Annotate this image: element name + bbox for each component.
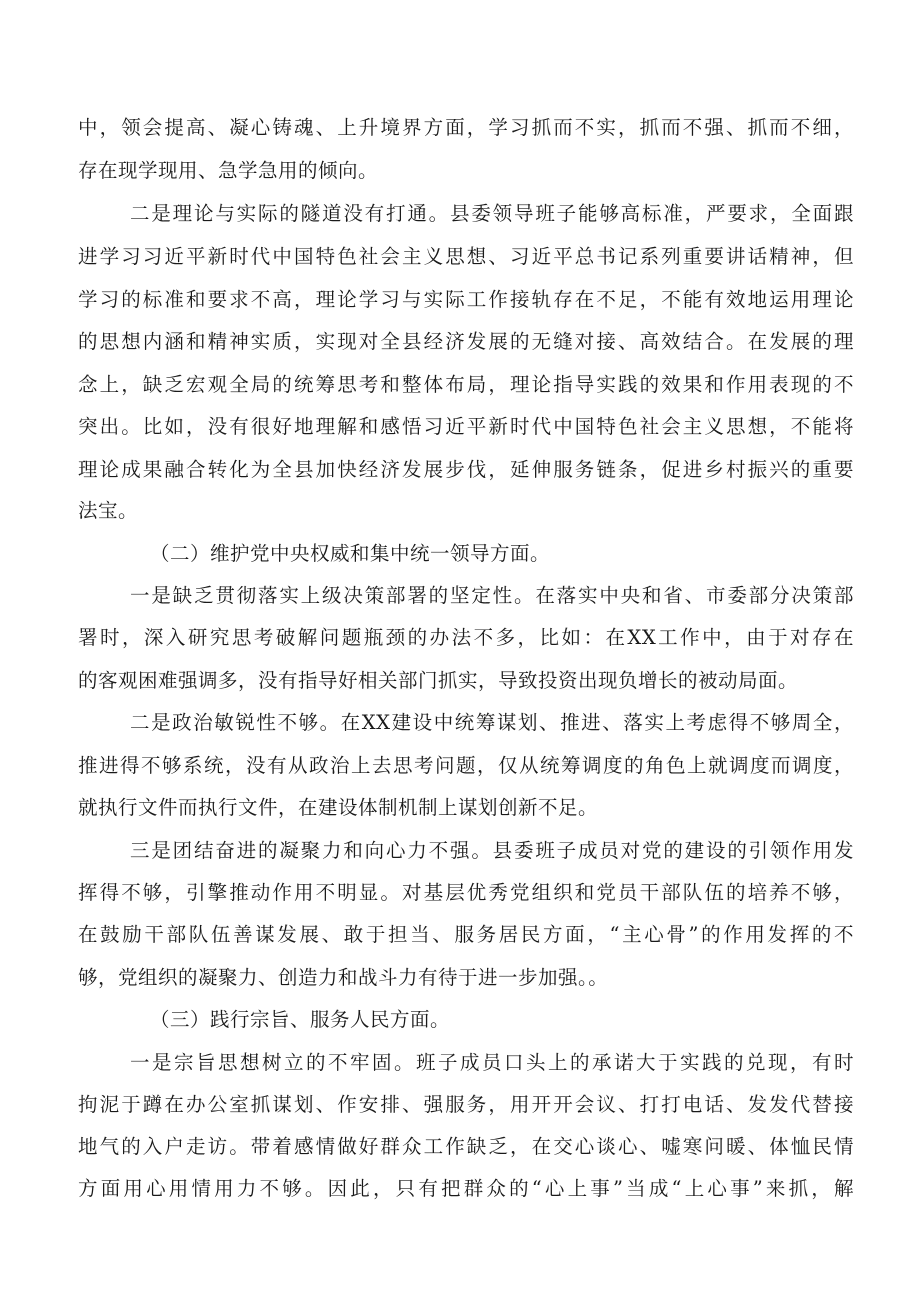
body-text-line: 突出。比如，没有很好地理解和感悟习近平新时代中国特色社会主义思想，不能将	[78, 415, 854, 438]
paragraph-first-line: 一是缺乏贯彻落实上级决策部署的坚定性。在落实中央和省、市委部分决策部	[130, 584, 854, 607]
section-heading: （三）践行宗旨、服务人民方面。	[150, 1008, 451, 1031]
body-text-line: 在鼓励干部队伍善谋发展、敢于担当、服务居民方面，“主心骨”的作用发挥的不	[78, 923, 854, 946]
body-text-line: 够，党组织的凝聚力、创造力和战斗力有待于进一步加强。。	[78, 966, 609, 989]
body-text-line: 的客观困难强调多，没有指导好相关部门抓实，导致投资出现负增长的被动局面。	[78, 669, 799, 692]
body-text-line: 挥得不够，引擎推动作用不明显。对基层优秀党组织和党员干部队伍的培养不够，	[78, 881, 854, 904]
body-text-line: 就执行文件而执行文件，在建设体制机制上谋划创新不足。	[78, 796, 599, 819]
body-text-line: 地气的入户走访。带着感情做好群众工作缺乏，在交心谈心、嘘寒问暖、体恤民情	[78, 1135, 854, 1158]
paragraph-first-line: 三是团结奋进的凝聚力和向心力不强。县委班子成员对党的建设的引领作用发	[130, 839, 854, 862]
body-text-line: 中，领会提高、凝心铸魂、上升境界方面，学习抓而不实，抓而不强、抓而不细，	[78, 116, 854, 139]
body-text-line: 方面用心用情用力不够。因此，只有把群众的“心上事”当成“上心事”来抓，解	[78, 1177, 854, 1200]
paragraph-first-line: 一是宗旨思想树立的不牢固。班子成员口头上的承诺大于实践的兑现，有时	[130, 1051, 854, 1074]
body-text-line: 进学习习近平新时代中国特色社会主义思想、习近平总书记系列重要讲话精神，但	[78, 245, 854, 268]
body-text-line: 法宝。	[78, 499, 139, 522]
body-text-line: 学习的标准和要求不高，理论学习与实际工作接轨存在不足，不能有效地运用理论	[78, 288, 854, 311]
body-text-line: 存在现学现用、急学急用的倾向。	[78, 159, 379, 182]
paragraph-first-line: 二是理论与实际的隧道没有打通。县委领导班子能够高标准，严要求，全面跟	[130, 202, 854, 225]
body-text-line: 拘泥于蹲在办公室抓谋划、作安排、强服务，用开开会议、打打电话、发发代替接	[78, 1093, 854, 1116]
body-text-line: 的思想内涵和精神实质，实现对全县经济发展的无缝对接、高效结合。在发展的理	[78, 330, 854, 353]
body-text-line: 念上，缺乏宏观全局的统筹思考和整体布局，理论指导实践的效果和作用表现的不	[78, 373, 854, 396]
body-text-line: 理论成果融合转化为全县加快经济发展步伐，延伸服务链条，促进乡村振兴的重要	[78, 458, 854, 481]
paragraph-first-line: 二是政治敏锐性不够。在XX建设中统筹谋划、推进、落实上考虑得不够周全，	[130, 711, 854, 734]
body-text-line: 推进得不够系统，没有从政治上去思考问题，仅从统筹调度的角色上就调度而调度，	[78, 754, 854, 777]
body-text-line: 署时，深入研究思考破解问题瓶颈的办法不多，比如：在XX工作中，由于对存在	[78, 626, 854, 649]
section-heading: （二）维护党中央权威和集中统一领导方面。	[150, 542, 551, 565]
